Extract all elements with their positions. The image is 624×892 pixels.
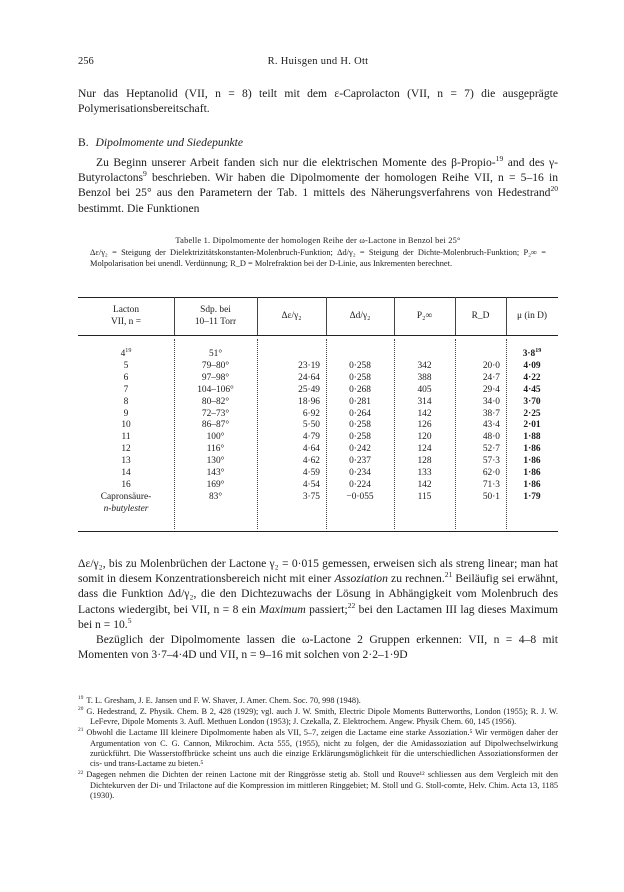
cell-text: 52·7 (482, 444, 500, 455)
cell-dd (326, 397, 394, 409)
cell-rd (455, 409, 506, 421)
cell-text: 14 (121, 468, 131, 478)
cell-text: 71·3 (482, 479, 500, 490)
cell-n (78, 385, 174, 397)
cell-mu (506, 409, 558, 421)
cell-text: 50·1 (482, 491, 500, 502)
paragraph-1-block (78, 155, 558, 216)
footnote-text: T. L. Gresham, J. E. Jansen und F. W. Shaver, J. Amer. Chem. Soc. 70, 998 (1948). (86, 696, 361, 705)
cell-de (257, 432, 326, 444)
cell-text: 0·242 (349, 444, 371, 455)
cell-n (78, 409, 174, 421)
footnote-number: 19 (78, 695, 84, 702)
cell-text: 4·09 (523, 360, 541, 371)
cell-n (78, 480, 174, 492)
cell-text: 29·4 (482, 384, 500, 395)
footnote-number: 20 (78, 706, 84, 713)
cell-sdp (174, 468, 257, 480)
cell-text: 1·86 (523, 468, 541, 478)
cell-text: 104–106° (197, 384, 234, 395)
cell-n (78, 373, 174, 385)
cell-text: Capronsäure- (100, 491, 152, 502)
cell-text: 8 (123, 396, 129, 407)
footnote-ref: 9 (143, 169, 147, 179)
cell-text: 12 (121, 444, 131, 455)
cell-sdp (174, 373, 257, 385)
cell-text: 116° (206, 444, 225, 455)
cell-rd (455, 456, 506, 468)
cell-text: 3·75 (302, 491, 320, 502)
cell-text: 11 (121, 432, 131, 443)
footnote-text: Dagegen nehmen die Dichten der reinen Lactone mit der Ringgrösse stetig ab. Stoll und Rouve¹² schliessen aus dem Vergleich mit den Dichtekurven der Di- und Trilactone auf die Kompression im mittleren Ringgebiet; M. Stoll und G. Stoll-comte, Helv. Chim. Acta 13, 1185 (1930). (86, 770, 558, 801)
cell-de (257, 444, 326, 456)
p1-text-b: and des γ-Butyrolactons (78, 156, 558, 185)
cell-sdp (174, 349, 257, 361)
cell-mu (506, 492, 558, 504)
cell-dd (326, 409, 394, 421)
cell-text: 130° (206, 456, 225, 467)
header-de: Δε/γ₂ (281, 311, 302, 321)
cell-p (394, 444, 455, 456)
cell-text: 1·88 (523, 432, 541, 443)
cell-text: 79–80° (201, 360, 230, 371)
paragraph-2-block (78, 556, 558, 662)
cell-de (257, 409, 326, 421)
cell-text: 7 (123, 384, 129, 395)
cell-de (257, 468, 326, 480)
cell-mu (506, 456, 558, 468)
cell-p (394, 385, 455, 397)
cell-text: 1·86 (523, 456, 541, 467)
cell-text: 133 (417, 468, 432, 478)
cell-dd (326, 432, 394, 444)
cell-mu (506, 373, 558, 385)
footnote (78, 728, 558, 770)
footnote-number: 21 (78, 727, 84, 734)
cell-text: 16 (121, 479, 131, 490)
footnote-ref: 22 (347, 600, 356, 610)
table-caption (90, 235, 546, 270)
cell-mu (506, 444, 558, 456)
cell-text: 10 (121, 420, 131, 431)
cell-text: 0·237 (349, 456, 371, 467)
cell-de (257, 420, 326, 432)
cell-text: 4·54 (302, 479, 320, 490)
p2-italic-a: Assoziation (334, 572, 388, 586)
cell-text: 115 (417, 491, 432, 502)
cell-rd (455, 397, 506, 409)
cell-sdp (174, 432, 257, 444)
footnote-ref: 5 (127, 615, 132, 625)
p1-text-a: Zu Beginn unserer Arbeit fanden sich nur die elektrischen Momente des β-Propio- (96, 156, 496, 169)
cell-p (394, 373, 455, 385)
cell-n (78, 397, 174, 409)
p2-text-e: bei den Lactamen III lag dieses Maximum bei n = 10. (78, 602, 558, 631)
footnotes (78, 696, 558, 802)
cell-text: 4·64 (302, 444, 320, 455)
footnote (78, 696, 558, 706)
cell-mu (506, 432, 558, 444)
cell-de (257, 456, 326, 468)
cell-rd (455, 373, 506, 385)
cell-n (78, 349, 174, 361)
cell-text: 9 (123, 408, 129, 419)
cell-dd (326, 480, 394, 492)
cell-text: 24·7 (482, 372, 500, 383)
header-mu: μ (in D) (516, 311, 548, 321)
cell-de (257, 492, 326, 504)
cell-text: 405 (417, 384, 432, 395)
footnote-number: 22 (78, 769, 84, 776)
header-text: 10–11 Torr (194, 316, 237, 327)
table-title: Tabelle 1. Dipolmomente der homologen Reihe der ω-Lactone in Benzol bei 25° (175, 236, 461, 245)
cell-sdp (174, 397, 257, 409)
page-number: 256 (78, 56, 94, 67)
cell-text: −0·055 (346, 491, 374, 502)
cell-text: 43·4 (482, 420, 500, 431)
cell-rd (455, 468, 506, 480)
cell-p (394, 420, 455, 432)
cell-text: 120 (417, 432, 432, 443)
header-text: Lacton (112, 305, 140, 315)
cell-p (394, 397, 455, 409)
cell-text: 1·86 (523, 479, 541, 490)
cell-dd (326, 456, 394, 468)
cell-n (78, 492, 174, 516)
cell-text: 4·79 (302, 432, 320, 443)
cell-dd (326, 444, 394, 456)
cell-rd (455, 492, 506, 504)
cell-sdp (174, 456, 257, 468)
p2-italic-c: Maximum (259, 602, 306, 616)
cell-text: 1·86 (523, 444, 541, 455)
cell-text: 0·224 (349, 479, 371, 490)
cell-text: 38·7 (482, 408, 500, 419)
header-rd: R_D (471, 311, 490, 321)
paragraph-1 (78, 155, 558, 216)
header-text: Sdp. bei (200, 305, 231, 315)
header-text: VII, n = (110, 316, 142, 327)
cell-p (394, 432, 455, 444)
cell-text: 97–98° (201, 372, 230, 383)
footnote-ref: 21 (444, 570, 453, 580)
header-sdp (174, 305, 257, 328)
footnote (78, 707, 558, 728)
cell-de (257, 385, 326, 397)
cell-n (78, 456, 174, 468)
cell-text: 1·79 (523, 491, 541, 502)
cell-text: 25·49 (298, 384, 320, 395)
cell-text: 51° (208, 349, 223, 359)
cell-text: 86–87° (201, 420, 230, 431)
cell-text: 18·96 (298, 396, 320, 407)
cell-text: 314 (417, 396, 432, 407)
cell-text: 142 (417, 408, 432, 419)
footnote-text: G. Hedestrand, Z. Physik. Chem. B 2, 428 (1929); vgl. auch J. W. Smith, Electric Dipole Moments Butterworths, London (1955); R. J. W. LeFevre, Dipole Moments 3. Aufl. Methuen London (1953); J. Czekalla, Z. Elektrochem. Angew. Physik Chem. 60, 145 (1956). (86, 706, 558, 727)
cell-p (394, 361, 455, 373)
intro-paragraph-block (78, 86, 558, 116)
cell-text: 3·8 (522, 349, 536, 359)
cell-dd (326, 361, 394, 373)
cell-text: 342 (417, 360, 432, 371)
running-title: R. Huisgen und H. Ott (267, 56, 369, 67)
cell-mu (506, 420, 558, 432)
cell-text: 57·3 (482, 456, 500, 467)
cell-rd (455, 361, 506, 373)
cell-text: 0·258 (349, 372, 371, 383)
cell-text: 4·62 (302, 456, 320, 467)
cell-sdp (174, 409, 257, 421)
table-legend: Δε/γ₂ = Steigung der Dielektrizitätskonstanten-Molenbruch-Funktion; Δd/γ₂ = Steigung der Dichte-Molenbruch-Funktion; P₂∞ = Molpolarisation bei unendl. Verdünnung; R_D = Molrefraktion bei der D-Linie, aus Inkrementen berechnet. (90, 248, 546, 269)
cell-text: 0·258 (349, 432, 371, 443)
cell-text: 143° (206, 468, 225, 478)
cell-mu (506, 361, 558, 373)
p2-text-b: zu rechnen. (387, 572, 445, 586)
section-title: Dipolmomente und Siedepunkte (95, 136, 244, 149)
cell-text: 5 (123, 360, 129, 371)
p1-text-d: bestimmt. Die Funktionen (78, 201, 200, 215)
cell-text: 72–73° (201, 408, 230, 419)
cell-text: 2·25 (523, 408, 541, 419)
cell-rd (455, 444, 506, 456)
footnote-text: Obwohl die Lactame III kleinere Dipolmomente haben als VII, 5–7, zeigen die Lactame eine starke Assoziation.⁵ Wir vermögen daher der Argumentation von C. G. Cannon, Mikrochim. Acta 555, (1955), nicht zu folgen, der die Amidassoziation auf Dipolwechselwirkung zurückführt. Die Wasserstoffbrücke scheint uns auch die einzige Erklärungsmöglichkeit für die unterschiedlichen Assoziationsformen der cis- und trans-Lactame zu bieten.⁵ (86, 728, 558, 769)
cell-text: 20·0 (482, 360, 500, 371)
header-lacton (78, 305, 174, 328)
cell-dd (326, 385, 394, 397)
paragraph-2 (78, 556, 558, 632)
cell-p (394, 468, 455, 480)
cell-text: 80–82° (201, 396, 230, 407)
running-header (78, 56, 558, 70)
cell-text: 4·59 (302, 468, 320, 478)
cell-text: 388 (417, 372, 432, 383)
cell-text: 6·92 (302, 408, 320, 419)
cell-sdp (174, 492, 257, 504)
cell-text: 126 (417, 420, 432, 431)
cell-text: 124 (417, 444, 432, 455)
cell-text: 0·234 (349, 468, 371, 478)
section-label: B. (78, 136, 89, 149)
cell-text-line2: n-butylester (103, 503, 149, 514)
cell-n (78, 468, 174, 480)
footnote-ref: 19 (535, 347, 542, 354)
cell-rd (455, 480, 506, 492)
cell-n (78, 444, 174, 456)
cell-sdp (174, 361, 257, 373)
cell-text: 128 (417, 456, 432, 467)
cell-p (394, 409, 455, 421)
cell-n (78, 432, 174, 444)
paragraph-3: Bezüglich der Dipolmomente lassen die ω-Lactone 2 Gruppen erkennen: VII, n = 4–8 mit Momenten von 3·7–4·4D und VII, n = 9–16 mit solchen von 2·2–1·9D (78, 633, 558, 662)
cell-text: 5·50 (302, 420, 320, 431)
p2-text-a: Δε/γ₂, bis zu Molenbrüchen der Lactone γ₂ = 0·015 gemessen, erweisen sich als streng linear; man hat somit in diesem Konzentrationsbereich nicht mit einer (78, 557, 558, 586)
cell-text: 4·45 (523, 384, 541, 395)
cell-mu (506, 480, 558, 492)
cell-p (394, 480, 455, 492)
cell-mu (506, 468, 558, 480)
cell-sdp (174, 420, 257, 432)
cell-text: 48·0 (482, 432, 500, 443)
header-p: P₂∞ (416, 311, 433, 321)
cell-text: 24·64 (298, 372, 320, 383)
cell-sdp (174, 480, 257, 492)
cell-text: 62·0 (482, 468, 500, 478)
cell-text: 34·0 (482, 396, 500, 407)
cell-mu (506, 385, 558, 397)
cell-de (257, 480, 326, 492)
cell-rd (455, 432, 506, 444)
cell-text: 13 (121, 456, 131, 467)
footnote (78, 770, 558, 801)
dipole-table (78, 297, 558, 532)
p2-text-d: passiert; (305, 602, 348, 616)
p1-text-c: beschrieben. Wir haben die Dipolmomente der homologen Reihe VII, n = 5–16 in Benzol bei 25° aus den Parametern der Tab. 1 mittels des Näherungsverfahrens von Hedestrand (78, 171, 558, 200)
cell-p (394, 492, 455, 504)
header-dd: Δd/γ₂ (349, 311, 371, 321)
intro-paragraph: Nur das Heptanolid (VII, n = 8) teilt mit dem ε-Caprolacton (VII, n = 7) die ausgeprägte Polymerisationsbereitschaft. (78, 87, 558, 116)
cell-dd (326, 373, 394, 385)
cell-de (257, 397, 326, 409)
cell-dd (326, 492, 394, 504)
cell-text: 23·19 (298, 360, 320, 371)
cell-n (78, 361, 174, 373)
cell-text: 2·01 (523, 420, 541, 431)
cell-text: 6 (123, 372, 129, 383)
cell-de (257, 361, 326, 373)
cell-text: 100° (206, 432, 225, 443)
cell-text: 3·70 (523, 396, 541, 407)
p2-text-c: Beiläufig sei erwähnt, dass die Funktion Δd/γ₂, die den Dichtezuwachs der Lösung in Abhängigkeit vom Molenbruch des Lactons wiedergibt, bei VII, n = 8 ein (78, 572, 558, 616)
footnote-ref: 20 (550, 184, 558, 194)
cell-text: 169° (206, 479, 225, 490)
section-heading (78, 136, 243, 149)
cell-text: 0·281 (349, 396, 371, 407)
cell-mu (506, 397, 558, 409)
cell-p (394, 456, 455, 468)
cell-de (257, 373, 326, 385)
cell-text: 4 (120, 349, 126, 359)
cell-n (78, 420, 174, 432)
cell-text: 0·258 (349, 360, 371, 371)
cell-text: 0·268 (349, 384, 371, 395)
cell-dd (326, 420, 394, 432)
footnote-ref: 19 (495, 154, 504, 164)
cell-dd (326, 468, 394, 480)
cell-rd (455, 385, 506, 397)
footnote-ref: 19 (125, 347, 132, 354)
cell-text: 4·22 (523, 372, 541, 383)
cell-text: 83° (208, 491, 223, 502)
cell-rd (455, 420, 506, 432)
cell-mu (506, 349, 558, 361)
cell-sdp (174, 444, 257, 456)
cell-text: 0·258 (349, 420, 371, 431)
cell-text: 142 (417, 479, 432, 490)
cell-sdp (174, 385, 257, 397)
cell-text: 0·264 (349, 408, 371, 419)
